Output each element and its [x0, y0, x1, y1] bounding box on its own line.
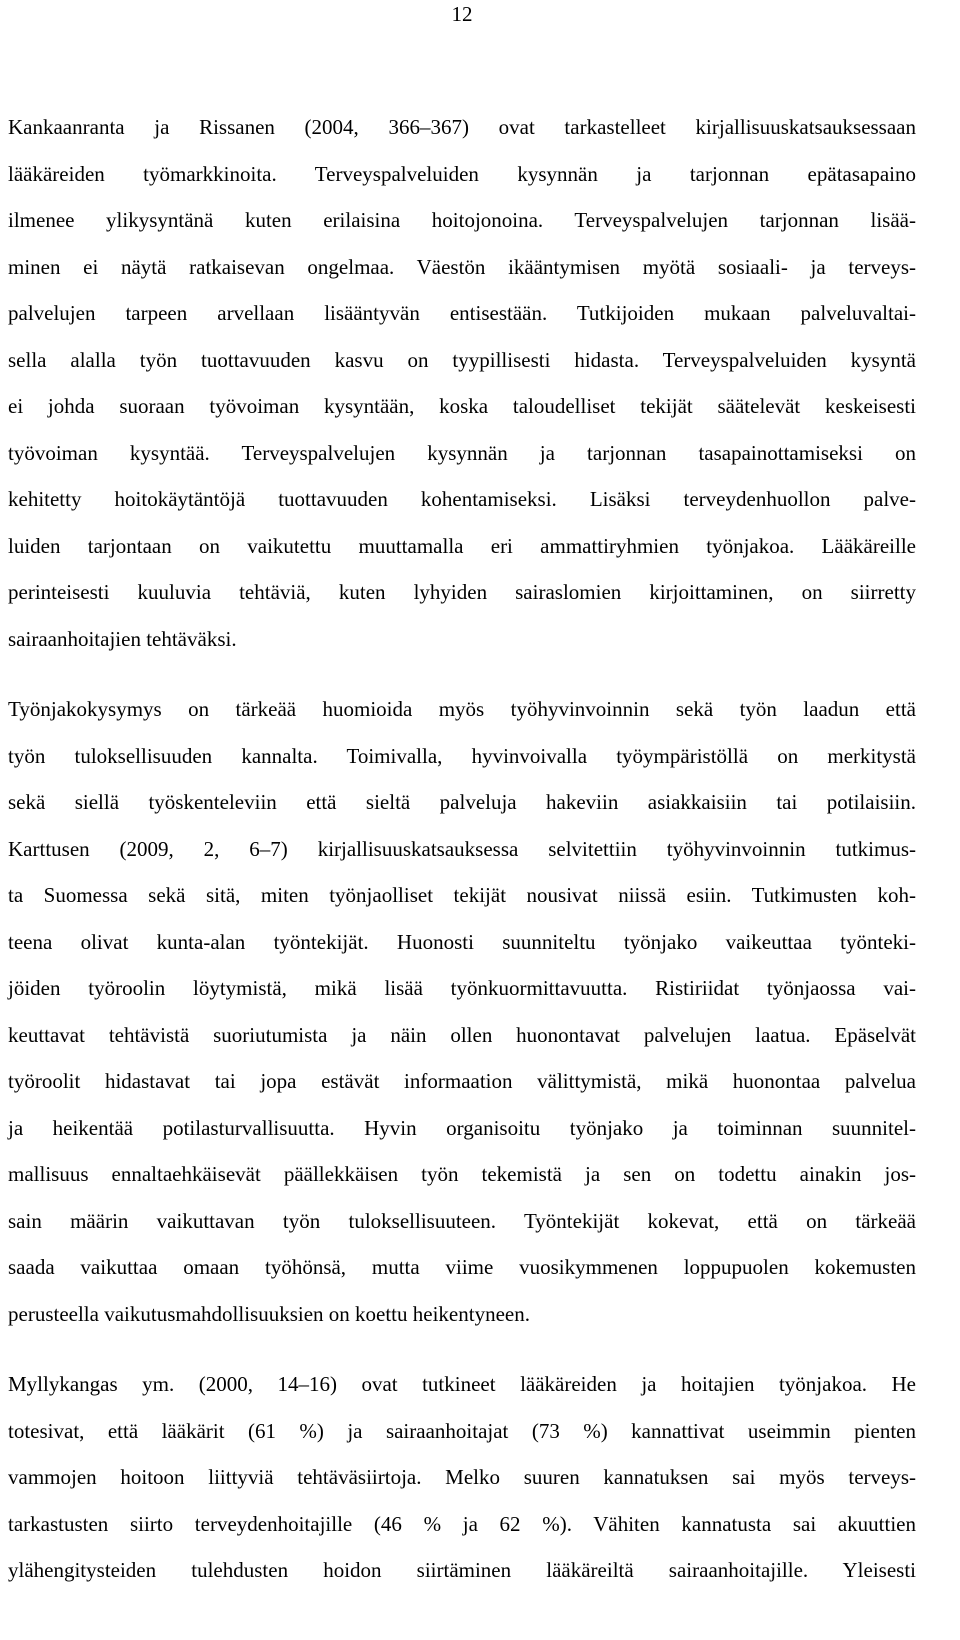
text-line: sairaanhoitajien tehtäväksi.	[8, 626, 237, 651]
text-line: sain määrin vaikuttavan työn tuloksellisuuteen. Työntekijät kokevat, että on tärkeää	[8, 1208, 916, 1233]
text-line: ylähengitysteiden tulehdusten hoidon siirtäminen lääkäreiltä sairaanhoitajille. Yleisesti	[8, 1558, 916, 1582]
text-line: ta Suomessa sekä sitä, miten työnjaolliset tekijät nousivat niissä esiin. Tutkimusten koh-	[8, 883, 916, 907]
text-line: Työnjakokysymys on tärkeää huomioida myös työhyvinvoinnin sekä työn laadun että	[8, 697, 916, 721]
text-line: tarkastusten siirto terveydenhoitajille (46 % ja 62 %). Vähiten kannatusta sai akuuttien	[8, 1511, 916, 1536]
text-line: vammojen hoitoon liittyviä tehtäväsiirtoja. Melko suuren kannatuksen sai myös terveys-	[8, 1465, 916, 1489]
text-line: kehitetty hoitokäytäntöjä tuottavuuden kohentamiseksi. Lisäksi terveydenhuollon palve-	[8, 487, 916, 511]
text-line: työn tuloksellisuuden kannalta. Toimivalla, hyvinvoivalla työympäristöllä on merkitystä	[8, 743, 916, 768]
text-line: totesivat, että lääkärit (61 %) ja sairaanhoitajat (73 %) kannattivat useimmin pienten	[8, 1418, 916, 1443]
text-line: jöiden työroolin löytymistä, mikä lisää työnkuormittavuutta. Ristiriidat työnjaossa vai-	[8, 976, 916, 1000]
paragraph-kankaanranta	[8, 104, 916, 662]
text-line: sella alalla työn tuottavuuden kasvu on tyypillisesti hidasta. Terveyspalveluiden kysyntä	[8, 347, 916, 372]
text-line: ja heikentää potilasturvallisuutta. Hyvin organisoitu työnjako ja toiminnan suunnitel-	[8, 1115, 916, 1140]
text-line: perinteisesti kuuluvia tehtäviä, kuten lyhyiden sairaslomien kirjoittaminen, on siirretty	[8, 580, 916, 604]
text-line: Kankaanranta ja Rissanen (2004, 366–367) ovat tarkastelleet kirjallisuuskatsauksessaan	[8, 115, 916, 139]
page-number: 12	[451, 2, 473, 26]
text-line: työroolit hidastavat tai jopa estävät informaation välittymistä, mikä huonontaa palvelua	[8, 1069, 916, 1093]
paragraph-tyonjakokysymys	[8, 686, 916, 1337]
text-line: lääkäreiden työmarkkinoita. Terveyspalveluiden kysynnän ja tarjonnan epätasapaino	[8, 161, 916, 186]
text-line: minen ei näytä ratkaisevan ongelmaa. Väestön ikääntymisen myötä sosiaali- ja terveys-	[8, 254, 916, 279]
text-line: Myllykangas ym. (2000, 14–16) ovat tutkineet lääkäreiden ja hoitajien työnjakoa. He	[8, 1372, 916, 1396]
text-line: teena olivat kunta-alan työntekijät. Huonosti suunniteltu työnjako vaikeuttaa työnteki-	[8, 929, 916, 954]
paragraph-myllykangas	[8, 1361, 916, 1594]
text-line: ei johda suoraan työvoiman kysyntään, koska taloudelliset tekijät säätelevät keskeisesti	[8, 394, 916, 418]
text-line: Karttusen (2009, 2, 6–7) kirjallisuuskatsauksessa selvitettiin työhyvinvoinnin tutkimus-	[8, 836, 916, 861]
text-line: perusteella vaikutusmahdollisuuksien on koettu heikentyneen.	[8, 1301, 530, 1326]
text-line: luiden tarjontaan on vaikutettu muuttamalla eri ammattiryhmien työnjakoa. Lääkäreille	[8, 533, 916, 558]
text-line: mallisuus ennaltaehkäisevät päällekkäisen työn tekemistä ja sen on todettu ainakin jos-	[8, 1162, 916, 1186]
text-line: palvelujen tarpeen arvellaan lisääntyvän entisestään. Tutkijoiden mukaan palveluvaltai-	[8, 301, 916, 325]
text-line: työvoiman kysyntää. Terveyspalvelujen kysynnän ja tarjonnan tasapainottamiseksi on	[8, 440, 916, 465]
text-line: ilmenee ylikysyntänä kuten erilaisina hoitojonoina. Terveyspalvelujen tarjonnan lisää-	[8, 208, 916, 232]
text-line: keuttavat tehtävistä suoriutumista ja näin ollen huonontavat palvelujen laatua. Epäselvät	[8, 1022, 916, 1047]
text-line: saada vaikuttaa omaan työhönsä, mutta viime vuosikymmenen loppupuolen kokemusten	[8, 1255, 916, 1279]
text-line: sekä siellä työskenteleviin että sieltä palveluja hakeviin asiakkaisiin tai potilaisiin.	[8, 790, 916, 814]
